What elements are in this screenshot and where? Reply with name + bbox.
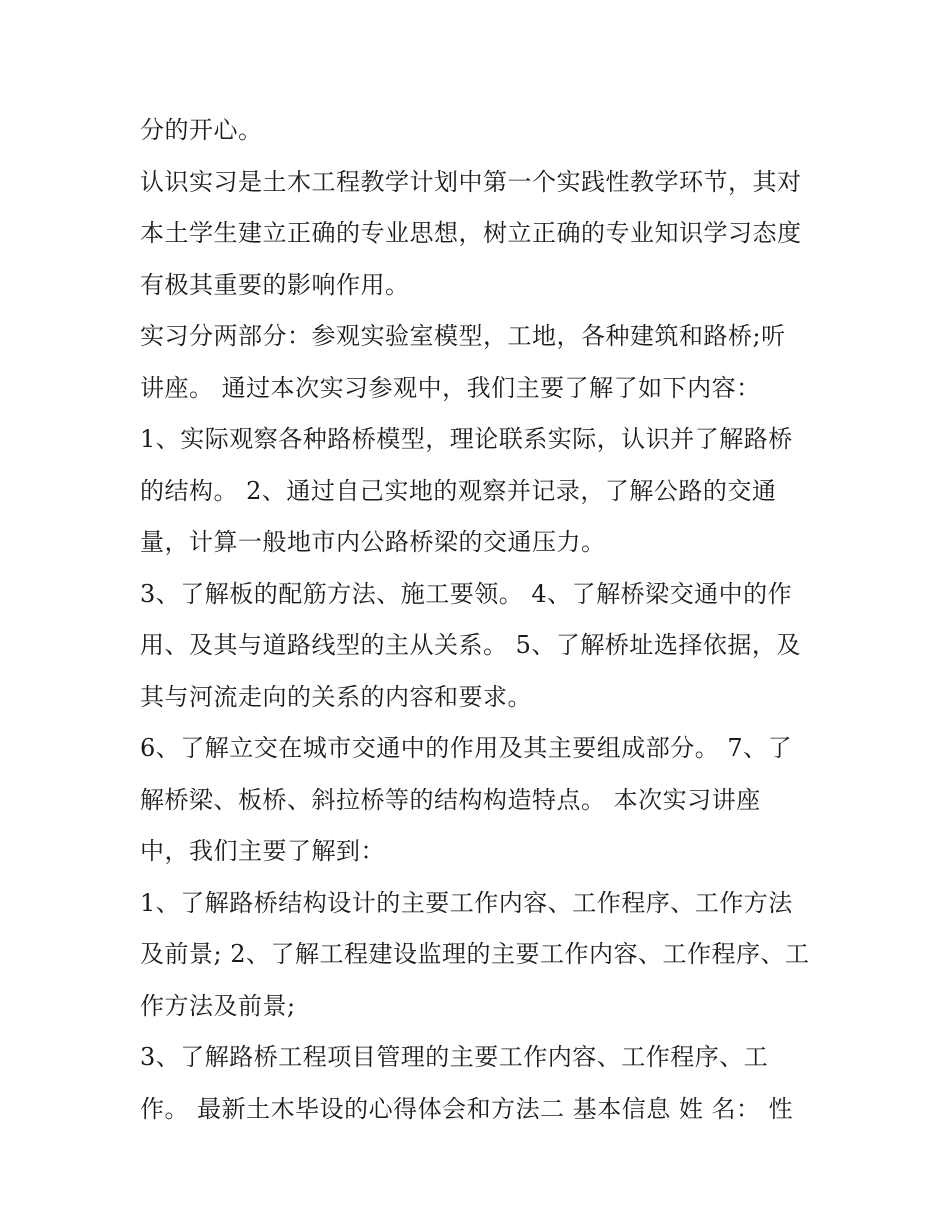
text-line: 1、了解路桥结构设计的主要工作内容、工作程序、工作方法 bbox=[140, 888, 793, 917]
text-line: 讲座。 通过本次实习参观中，我们主要了解了如下内容： bbox=[140, 373, 761, 402]
text-line: 的结构。 2、通过自己实地的观察并记录，了解公路的交通 bbox=[140, 476, 777, 505]
text-line: 解桥梁、板桥、斜拉桥等的结构构造特点。 本次实习讲座 bbox=[140, 785, 761, 814]
text-line: 3、了解路桥工程项目管理的主要工作内容、工作程序、工 bbox=[140, 1043, 769, 1071]
text-line: 3、了解板的配筋方法、施工要领。 4、了解桥梁交通中的作 bbox=[140, 579, 793, 608]
text-line: 作。 最新土木毕设的心得体会和方法二 基本信息 姓 名： 性 bbox=[140, 1094, 794, 1123]
text-line: 实习分两部分：参观实验室模型，工地，各种建筑和路桥;听 bbox=[140, 322, 786, 350]
text-line: 其与河流走向的关系的内容和要求。 bbox=[140, 682, 532, 711]
text-line: 及前景; 2、了解工程建设监理的主要工作内容、工作程序、工 bbox=[140, 940, 810, 968]
text-line: 6、了解立交在城市交通中的作用及其主要组成部分。 7、了 bbox=[140, 734, 793, 762]
text-line: 有极其重要的影响作用。 bbox=[140, 270, 410, 299]
text-line: 量，计算一般地市内公路桥梁的交通压力。 bbox=[140, 528, 606, 556]
text-line: 认识实习是土木工程教学计划中第一个实践性教学环节，其对 bbox=[140, 167, 802, 196]
text-line: 作方法及前景; bbox=[140, 991, 296, 1020]
text-line: 中，我们主要了解到： bbox=[140, 837, 385, 865]
text-line: 用、及其与道路线型的主从关系。 5、了解桥址选择依据，及 bbox=[140, 631, 801, 659]
text-line: 分的开心。 bbox=[140, 116, 263, 144]
document-body bbox=[140, 105, 830, 1135]
text-line: 1、实际观察各种路桥模型，理论联系实际，认识并了解路桥 bbox=[140, 425, 793, 453]
text-line: 本土学生建立正确的专业思想，树立正确的专业知识学习态度 bbox=[140, 219, 802, 247]
